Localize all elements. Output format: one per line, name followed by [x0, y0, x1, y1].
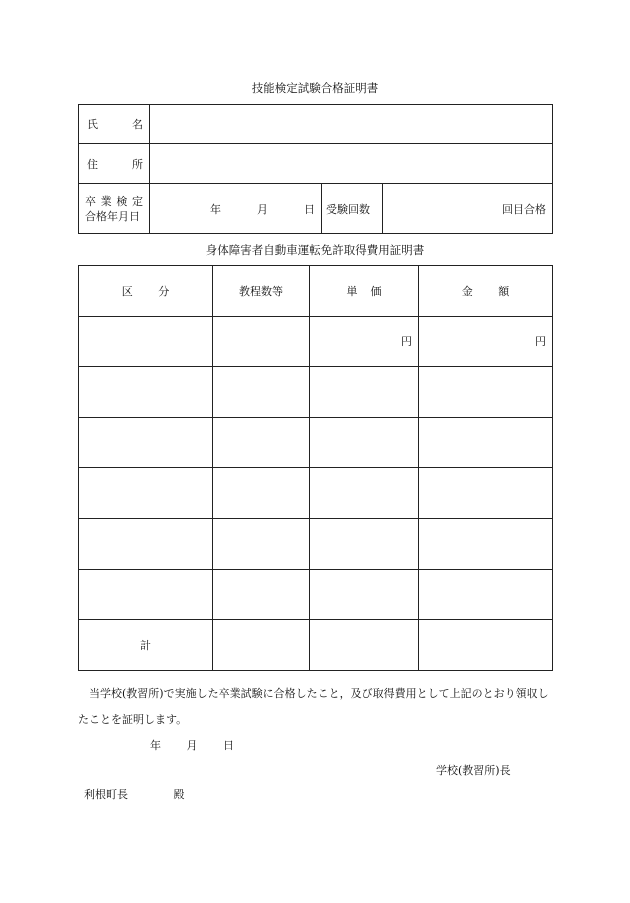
- total-label: 計: [79, 620, 213, 671]
- graduation-date-field[interactable]: 年 月 日: [150, 184, 322, 234]
- lesson-count-cell[interactable]: [213, 518, 310, 569]
- address-label: 住 所: [79, 144, 150, 184]
- header-amount: 金 額: [419, 266, 553, 317]
- graduation-date-label: 卒 業 検 定 合格年月日: [79, 184, 150, 234]
- lesson-count-cell[interactable]: [213, 316, 310, 367]
- table-row: [79, 518, 553, 569]
- addressee-name: 利根町長: [84, 788, 128, 801]
- unit-price-cell[interactable]: [310, 518, 419, 569]
- certificate-table: [78, 104, 553, 234]
- table-row: [79, 468, 553, 519]
- addressee-honorific: 殿: [173, 788, 185, 801]
- unit-price-cell[interactable]: 円: [310, 316, 419, 367]
- unit-price-cell[interactable]: [310, 569, 419, 620]
- fee-table: [78, 265, 553, 671]
- lesson-count-cell[interactable]: [213, 468, 310, 519]
- category-cell[interactable]: [79, 316, 213, 367]
- table-row: [79, 367, 553, 418]
- unit-price-cell[interactable]: [310, 367, 419, 418]
- name-field[interactable]: [150, 105, 553, 144]
- exam-count-label: 受験回数: [322, 184, 383, 234]
- fee-header-row: [79, 266, 553, 317]
- addressee: [84, 786, 185, 802]
- lesson-count-cell[interactable]: [213, 417, 310, 468]
- category-cell[interactable]: [79, 417, 213, 468]
- amount-cell[interactable]: [419, 468, 553, 519]
- certification-statement: 当学校(教習所)で実施した卒業試験に合格したこと，及び取得費用として上記のとおり領収したことを証明します。: [78, 687, 549, 726]
- address-row: [79, 144, 553, 184]
- issue-date: 年 月 日: [150, 739, 234, 752]
- table-row: [79, 417, 553, 468]
- category-cell[interactable]: [79, 468, 213, 519]
- total-amount-cell[interactable]: [419, 620, 553, 671]
- graduation-row: [79, 184, 553, 234]
- name-label: 氏 名: [79, 105, 150, 144]
- table-row: [79, 569, 553, 620]
- amount-cell[interactable]: [419, 518, 553, 569]
- lesson-count-cell[interactable]: [213, 367, 310, 418]
- total-row: [79, 620, 553, 671]
- total-unit-price-cell[interactable]: [310, 620, 419, 671]
- amount-cell[interactable]: [419, 569, 553, 620]
- cert-title: 技能検定試験合格証明書: [251, 81, 379, 95]
- amount-cell[interactable]: [419, 367, 553, 418]
- total-lesson-count-cell[interactable]: [213, 620, 310, 671]
- amount-cell[interactable]: [419, 417, 553, 468]
- unit-price-cell[interactable]: [310, 417, 419, 468]
- fee-title: 身体障害者自動車運転免許取得費用証明書: [205, 243, 425, 257]
- category-cell[interactable]: [79, 518, 213, 569]
- unit-price-cell[interactable]: [310, 468, 419, 519]
- category-cell[interactable]: [79, 367, 213, 418]
- header-category: 区 分: [79, 266, 213, 317]
- category-cell[interactable]: [79, 569, 213, 620]
- table-row: [79, 316, 553, 367]
- school-head-label: 学校(教習所)長: [436, 764, 511, 777]
- header-unit-price: 単 価: [310, 266, 419, 317]
- exam-count-field[interactable]: 回目合格: [383, 184, 553, 234]
- address-field[interactable]: [150, 144, 553, 184]
- name-row: [79, 105, 553, 144]
- header-lesson-count: 教程数等: [213, 266, 310, 317]
- amount-cell[interactable]: 円: [419, 316, 553, 367]
- lesson-count-cell[interactable]: [213, 569, 310, 620]
